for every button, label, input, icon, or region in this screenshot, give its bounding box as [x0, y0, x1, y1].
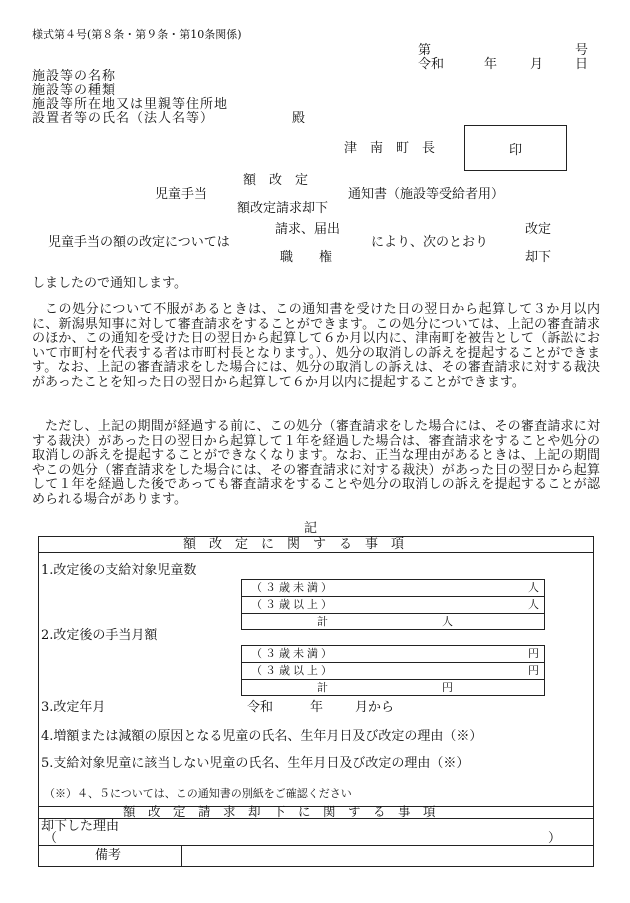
recipient-founder-name: 設置者等の氏名（法人名等）	[32, 111, 215, 126]
date-era: 令和	[418, 57, 445, 72]
item2-total-label: 計	[317, 681, 328, 694]
item4-label: 4.増額または減額の原因となる児童の氏名、生年月日及び改定の理由（※）	[41, 729, 483, 744]
honorific: 殿	[292, 111, 306, 126]
intro-ending: しましたので通知します。	[32, 276, 187, 291]
item2-total-unit: 円	[442, 681, 453, 694]
item3-label: 3.改定年月	[41, 700, 106, 715]
title-left: 児童手当	[155, 187, 208, 202]
item2-under3-unit: 円	[528, 647, 539, 660]
seal-label: 印	[508, 142, 522, 158]
item2-label: 2.改定後の手当月額	[41, 628, 158, 643]
date-day: 日	[575, 57, 589, 72]
intro-option-request: 請求、届出	[275, 222, 341, 237]
item2-over3-unit: 円	[528, 664, 539, 677]
title-upper: 額 改 定	[243, 173, 309, 188]
item3-year: 年	[310, 700, 324, 715]
item2-under3-label: （３歳未満）	[251, 647, 335, 660]
revision-section-header: 額 改 定 に 関 す る 事 項	[183, 537, 405, 552]
remarks-row	[38, 845, 594, 867]
appeal-paragraph-2: ただし、上記の期間が経過する前に、この処分（審査請求をした場合には、その審査請求に対する裁決）があった日の翌日から起算して１年を経過した場合は、審査請求をすることや処分の取消しの訴えを提起することができなくなります。なお、正当な理由があるときは、上記の期間やこの処分（審査請求をした場合には、その審査請求に対する裁決）があった日の翌日から起算して１年を経過した後であっても審査請求をすることや処分の取消しの訴えを提起することが認められる場合があります。	[32, 419, 600, 507]
item1-under3-label: （３歳未満）	[251, 581, 335, 594]
form-number: 様式第４号(第８条・第９条・第10条関係)	[32, 28, 242, 41]
item1-total-label: 計	[317, 615, 328, 628]
rejection-paren-close: ）	[548, 831, 562, 846]
rejection-reason-label: 却下した理由	[41, 819, 120, 834]
doc-number-dai: 第	[418, 43, 432, 58]
intro-middle: により、次のとおり	[371, 235, 489, 250]
issuer-title: 津 南 町 長	[344, 141, 436, 156]
rejection-section-header: 額 改 定 請 求 却 下 に 関 す る 事 項	[123, 804, 436, 819]
title-lower: 額改定請求却下	[237, 201, 329, 216]
appeal-paragraph-1: この処分について不服があるときは、この通知書を受けた日の翌日から起算して３か月以内に、新潟県知事に対して審査請求をすることができます。この処分については、上記の審査請求のほか、この通知を受けた日の翌日から起算して６か月以内に、津南町を被告として（訴訟において市町村を代表する者は市町村長となります。）、処分の取消しの訴えを提起することができます。なお、上記の審査請求をした場合には、処分の取消しの訴えは、その審査請求に対する裁決があったことを知った日の翌日から起算して６か月以内に提起することができます。	[32, 302, 600, 390]
date-year: 年	[484, 57, 498, 72]
recipient-facility-type: 施設等の種類	[32, 83, 117, 98]
footnote: （※）４、５については、この通知書の別紙をご確認ください	[44, 787, 352, 800]
item5-label: 5.支給対象児童に該当しない児童の氏名、生年月日及び改定の理由（※）	[41, 756, 470, 771]
item1-label: 1.改定後の支給対象児童数	[41, 563, 197, 578]
intro-option-revise: 改定	[525, 222, 552, 237]
item1-total-unit: 人	[442, 615, 453, 628]
item3-month-from: 月から	[355, 700, 395, 715]
doc-number-go: 号	[575, 43, 589, 58]
intro-option-ex-officio: 職 権	[280, 250, 333, 265]
intro-option-reject: 却下	[525, 250, 552, 265]
intro-lead: 児童手当の額の改定については	[48, 235, 230, 250]
item1-over3-unit: 人	[528, 598, 539, 611]
item2-over3-label: （３歳以上）	[251, 664, 335, 677]
rejection-paren-open: （	[44, 831, 58, 846]
item1-over3-label: （３歳以上）	[251, 598, 335, 611]
item1-under3-unit: 人	[528, 581, 539, 594]
title-right: 通知書（施設等受給者用）	[348, 187, 505, 202]
recipient-facility-address: 施設等所在地又は里親等住所地	[32, 97, 229, 112]
item3-era: 令和	[247, 700, 274, 715]
remarks-label: 備考	[95, 848, 122, 863]
date-month: 月	[530, 57, 544, 72]
recipient-facility-name: 施設等の名称	[32, 69, 117, 84]
seal-box	[464, 125, 567, 171]
ki-heading: 記	[304, 521, 318, 536]
